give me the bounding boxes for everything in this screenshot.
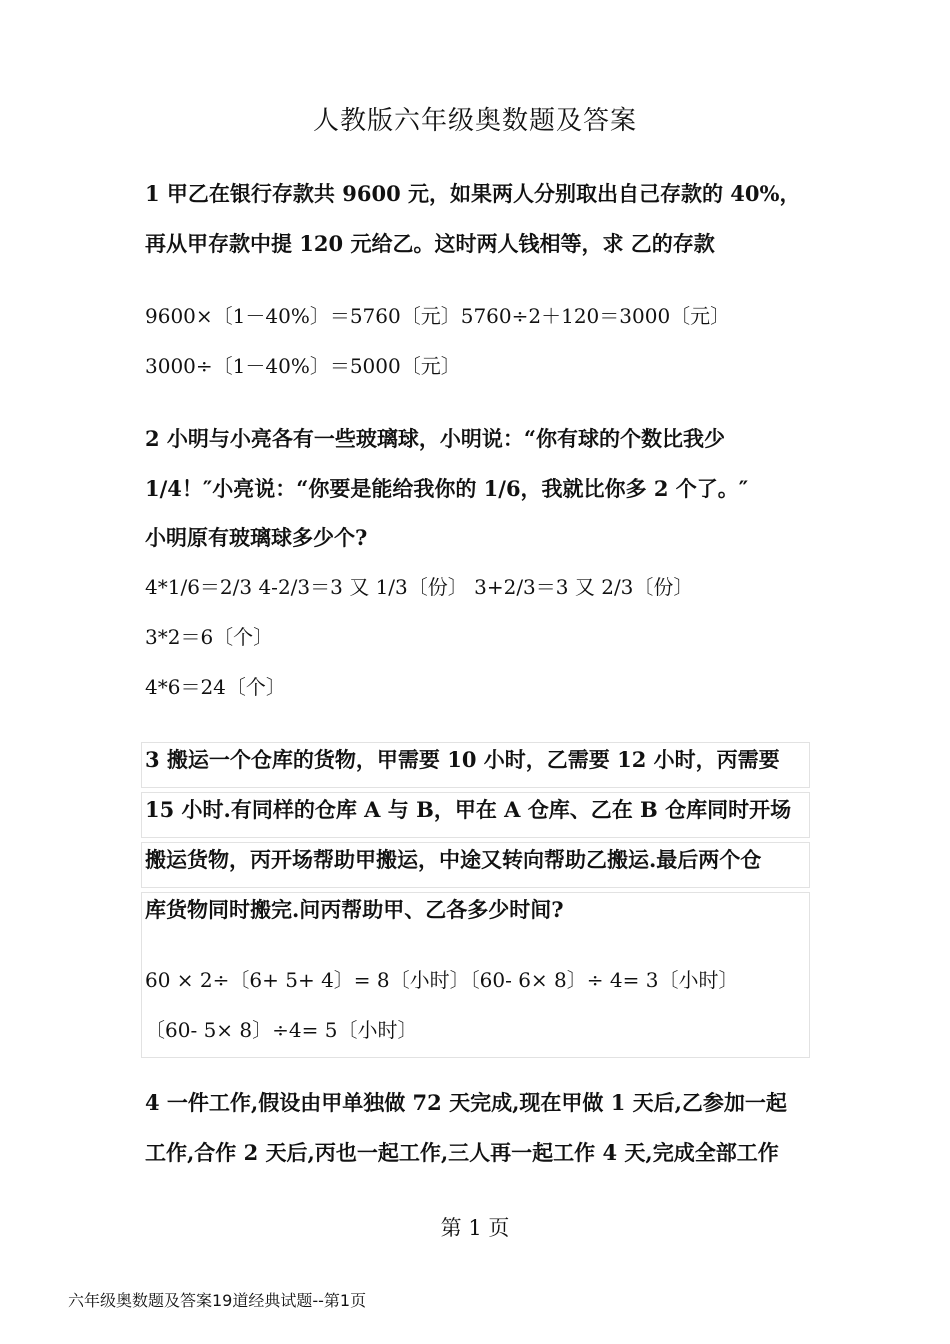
problem-2-answer-line-3: 4*6＝24〔个〕 [145, 675, 286, 699]
problem-3-question-line-2: 15 小时.有同样的仓库 A 与 B，甲在 A 仓库、乙在 B 仓库同时开场 [145, 797, 792, 822]
problem-1-question-line-1: 1 甲乙在银行存款共 9600 元，如果两人分别取出自己存款的 40%， [145, 181, 801, 206]
problem-4-question-line-1: 4 一件工作,假设由甲单独做 72 天完成,现在甲做 1 天后,乙参加一起 [145, 1090, 787, 1115]
problem-1-answer-line-1: 9600×〔1－40%〕＝5760〔元〕5760÷2＋120＝3000〔元〕 [145, 304, 731, 328]
problem-2-answer-line-2: 3*2＝6〔个〕 [145, 625, 274, 649]
problem-3-question-line-4: 库货物同时搬完.问丙帮助甲、乙各多少时间? [145, 897, 564, 922]
page-number: 第 1 页 [440, 1216, 510, 1240]
document-title: 人教版六年级奥数题及答案 [312, 106, 637, 136]
problem-2-answer-line-1: 4*1/6＝2/3 4-2/3＝3 又 1/3〔份〕 3+2/3＝3 又 2/3〔份〕 [145, 575, 694, 599]
problem-2-question-line-2: 1/4！″小亮说：“你要是能给我你的 1/6，我就比你多 2 个了。″ [145, 476, 749, 501]
problem-4-question-line-2: 工作,合作 2 天后,丙也一起工作,三人再一起工作 4 天,完成全部工作 [145, 1140, 779, 1165]
problem-2-question-line-1: 2 小明与小亮各有一些玻璃球，小明说：“你有球的个数比我少 [145, 426, 725, 451]
problem-3-answer-line-2: 〔60- 5× 8〕÷4= 5〔小时〕 [145, 1018, 418, 1042]
problem-3-answer-line-1: 60 × 2÷〔6+ 5+ 4〕= 8〔小时〕〔60- 6× 8〕÷ 4= 3〔小时〕 [145, 968, 739, 992]
problem-3-question-line-3: 搬运货物，丙开场帮助甲搬运，中途又转向帮助乙搬运.最后两个仓 [145, 847, 762, 872]
footer-caption: 六年级奥数题及答案19道经典试题--第1页 [68, 1291, 367, 1310]
problem-3-question-line-1: 3 搬运一个仓库的货物，甲需要 10 小时，乙需要 12 小时，丙需要 [145, 747, 780, 772]
problem-1-answer-line-2: 3000÷〔1－40%〕＝5000〔元〕 [145, 354, 461, 378]
problem-2-question-line-3: 小明原有玻璃球多少个? [145, 525, 368, 550]
problem-1-question-line-2: 再从甲存款中提 120 元给乙。这时两人钱相等，求 乙的存款 [145, 231, 715, 256]
